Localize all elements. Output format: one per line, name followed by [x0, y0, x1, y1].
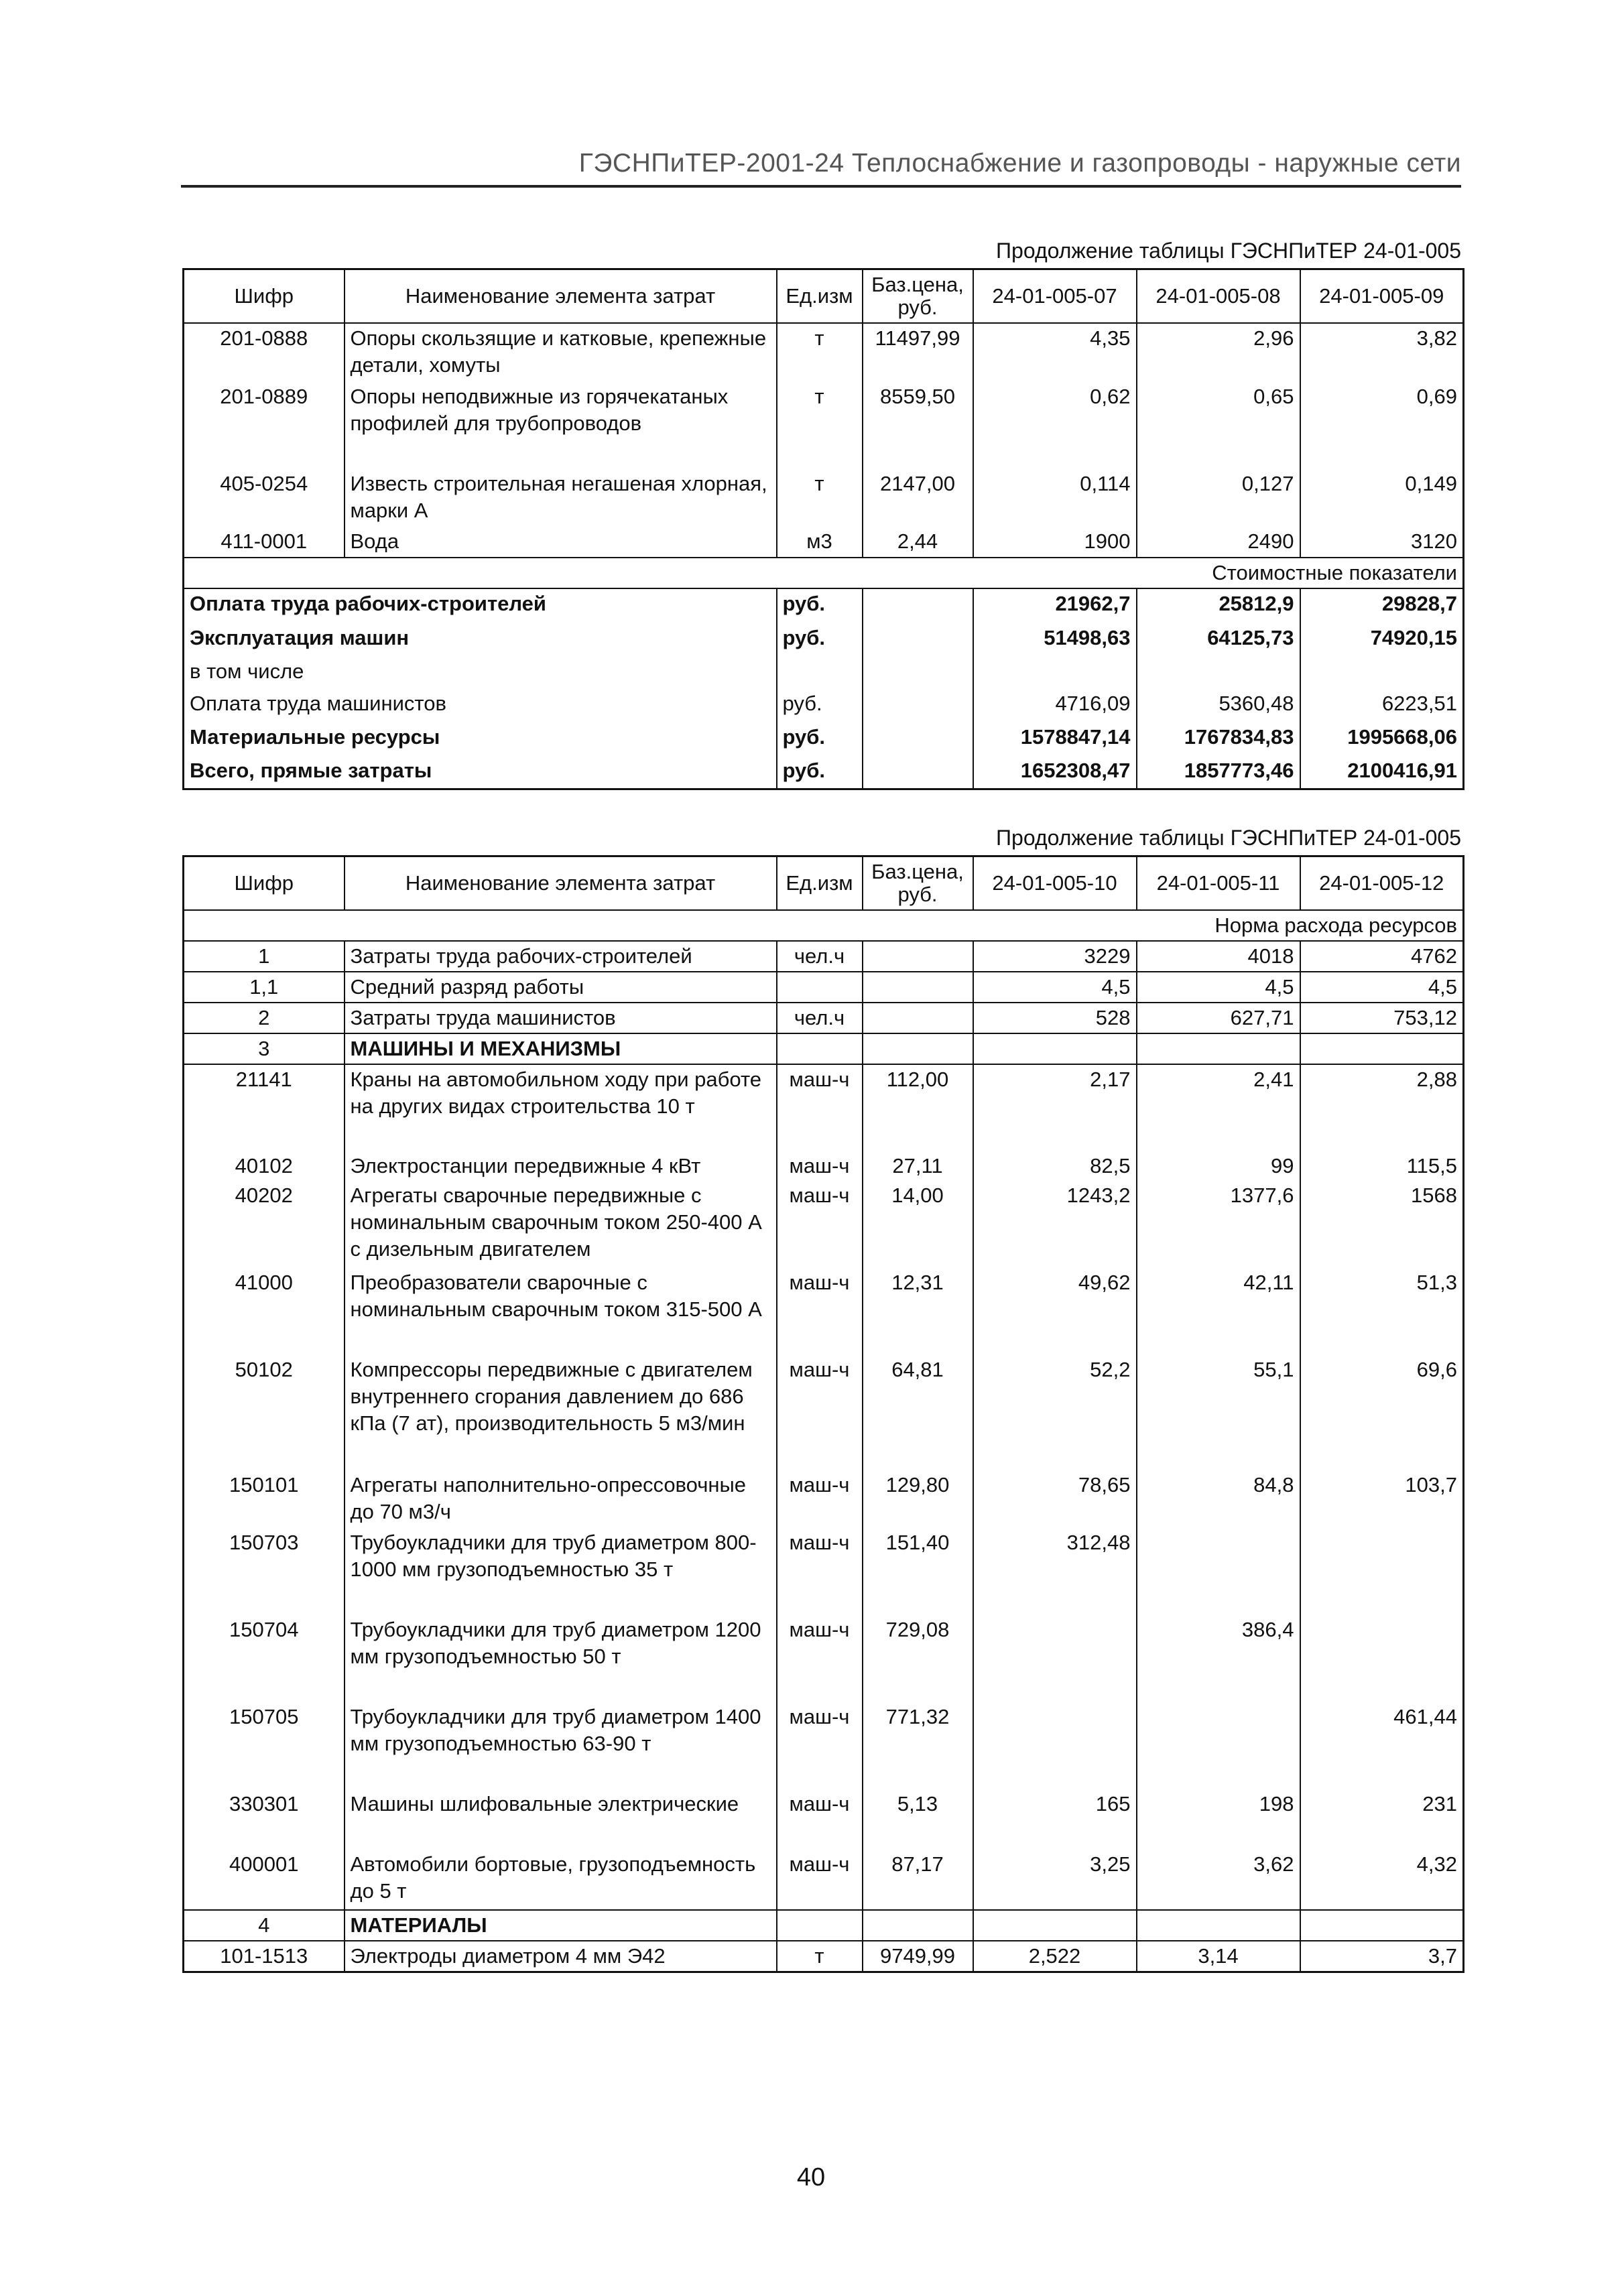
column-header: Ед.изм: [777, 856, 863, 910]
column-header: Ед.изм: [777, 269, 863, 323]
value-cell: 78,65: [973, 1470, 1137, 1528]
unit-cell: [777, 1033, 863, 1064]
code-cell: 4: [184, 1910, 345, 1941]
price-cell: 112,00: [863, 1064, 973, 1151]
column-header: Наименование элемента затрат: [345, 856, 777, 910]
name-cell: Машины шлифовальные электрические: [345, 1789, 777, 1850]
value-cell: 2,17: [973, 1064, 1137, 1151]
totals-row: [184, 588, 1464, 623]
price-cell: 9749,99: [863, 1941, 973, 1972]
totals-label: Всего, прямые затраты: [184, 756, 777, 789]
value-cell: 3,62: [1137, 1850, 1300, 1910]
column-header: 24-01-005-07: [973, 269, 1137, 323]
unit-cell: руб.: [777, 689, 863, 722]
page-number: 40: [796, 2163, 826, 2191]
table-row: [184, 941, 1464, 972]
price-cell: 87,17: [863, 1850, 973, 1910]
value-cell: 103,7: [1300, 1470, 1464, 1528]
name-cell: Вода: [345, 527, 777, 558]
name-cell: Агрегаты сварочные передвижные с номинальным сварочным током 250-400 А с дизельным двигателем: [345, 1181, 777, 1268]
value-cell: 1900: [973, 527, 1137, 558]
value-cell: 69,6: [1300, 1355, 1464, 1470]
price-cell: 771,32: [863, 1702, 973, 1789]
unit-cell: маш-ч: [777, 1702, 863, 1789]
value-cell: 4716,09: [973, 689, 1137, 722]
unit-cell: руб.: [777, 722, 863, 756]
value-cell: [1137, 657, 1300, 689]
price-cell: [863, 588, 973, 623]
table-row: [184, 527, 1464, 558]
value-cell: [1300, 1528, 1464, 1615]
name-cell: Опоры скользящие и катковые, крепежные детали, хомуты: [345, 323, 777, 382]
value-cell: 461,44: [1300, 1702, 1464, 1789]
column-header: Шифр: [184, 856, 345, 910]
column-header: 24-01-005-10: [973, 856, 1137, 910]
totals-label: Материальные ресурсы: [184, 722, 777, 756]
value-cell: 1377,6: [1137, 1181, 1300, 1268]
section-band: [184, 910, 1464, 941]
unit-cell: маш-ч: [777, 1268, 863, 1355]
table-row: [184, 972, 1464, 1003]
value-cell: 4,5: [1137, 972, 1300, 1003]
totals-label: Эксплуатация машин: [184, 623, 777, 657]
unit-cell: маш-ч: [777, 1151, 863, 1181]
unit-cell: маш-ч: [777, 1789, 863, 1850]
unit-cell: т: [777, 469, 863, 527]
column-header: Баз.цена, руб.: [863, 856, 973, 910]
value-cell: 231: [1300, 1789, 1464, 1850]
value-cell: 64125,73: [1137, 623, 1300, 657]
value-cell: 2,88: [1300, 1064, 1464, 1151]
totals-row: [184, 623, 1464, 657]
totals-row: [184, 722, 1464, 756]
value-cell: 55,1: [1137, 1355, 1300, 1470]
value-cell: [1137, 1702, 1300, 1789]
price-cell: [863, 1033, 973, 1064]
value-cell: 25812,9: [1137, 588, 1300, 623]
price-cell: 14,00: [863, 1181, 973, 1268]
unit-cell: руб.: [777, 756, 863, 789]
value-cell: 3229: [973, 941, 1137, 972]
value-cell: 3,14: [1137, 1941, 1300, 1972]
value-cell: 0,114: [973, 469, 1137, 527]
code-cell: 201-0889: [184, 382, 345, 469]
name-cell: Трубоукладчики для труб диаметром 800-1000 мм грузоподъемностью 35 т: [345, 1528, 777, 1615]
unit-cell: маш-ч: [777, 1615, 863, 1702]
code-cell: 150705: [184, 1702, 345, 1789]
value-cell: 21962,7: [973, 588, 1137, 623]
code-cell: 41000: [184, 1268, 345, 1355]
running-header: ГЭСНПиТЕР-2001-24 Теплоснабжение и газопроводы - наружные сети: [578, 149, 1461, 178]
unit-cell: маш-ч: [777, 1064, 863, 1151]
name-cell: Краны на автомобильном ходу при работе на других видах строительства 10 т: [345, 1064, 777, 1151]
code-cell: 21141: [184, 1064, 345, 1151]
value-cell: 3,25: [973, 1850, 1137, 1910]
value-cell: 5360,48: [1137, 689, 1300, 722]
unit-cell: руб.: [777, 623, 863, 657]
table-row: [184, 1151, 1464, 1181]
value-cell: 0,149: [1300, 469, 1464, 527]
value-cell: [973, 1033, 1137, 1064]
value-cell: 753,12: [1300, 1003, 1464, 1033]
unit-cell: руб.: [777, 588, 863, 623]
value-cell: [1300, 1615, 1464, 1702]
totals-row: [184, 689, 1464, 722]
table-row: [184, 1702, 1464, 1789]
price-cell: 8559,50: [863, 382, 973, 469]
value-cell: 29828,7: [1300, 588, 1464, 623]
value-cell: 49,62: [973, 1268, 1137, 1355]
table-row: [184, 382, 1464, 469]
name-cell: Средний разряд работы: [345, 972, 777, 1003]
value-cell: 51,3: [1300, 1268, 1464, 1355]
unit-cell: маш-ч: [777, 1850, 863, 1910]
code-cell: 3: [184, 1033, 345, 1064]
value-cell: 2100416,91: [1300, 756, 1464, 789]
code-cell: 1,1: [184, 972, 345, 1003]
table-header-row: [184, 269, 1464, 323]
price-cell: [863, 689, 973, 722]
value-cell: [973, 1615, 1137, 1702]
column-header: Баз.цена, руб.: [863, 269, 973, 323]
value-cell: 4,35: [973, 323, 1137, 382]
unit-cell: [777, 1910, 863, 1941]
value-cell: 2,41: [1137, 1064, 1300, 1151]
code-cell: 405-0254: [184, 469, 345, 527]
price-cell: [863, 657, 973, 689]
price-cell: [863, 1910, 973, 1941]
value-cell: 52,2: [973, 1355, 1137, 1470]
section-row: [184, 1910, 1464, 1941]
unit-cell: маш-ч: [777, 1181, 863, 1268]
table-row: [184, 1470, 1464, 1528]
code-cell: 101-1513: [184, 1941, 345, 1972]
table-header-row: [184, 856, 1464, 910]
totals-label: в том числе: [184, 657, 777, 689]
value-cell: 1857773,46: [1137, 756, 1300, 789]
value-cell: 4,5: [973, 972, 1137, 1003]
unit-cell: т: [777, 382, 863, 469]
totals-label: Оплата труда рабочих-строителей: [184, 588, 777, 623]
column-header: 24-01-005-11: [1137, 856, 1300, 910]
section-row: [184, 1033, 1464, 1064]
value-cell: [973, 1702, 1137, 1789]
table-row: [184, 1355, 1464, 1470]
value-cell: 0,62: [973, 382, 1137, 469]
value-cell: 4,5: [1300, 972, 1464, 1003]
name-cell: Электростанции передвижные 4 кВт: [345, 1151, 777, 1181]
table-row: [184, 323, 1464, 382]
table-row: [184, 1181, 1464, 1268]
code-cell: 411-0001: [184, 527, 345, 558]
totals-label: Оплата труда машинистов: [184, 689, 777, 722]
value-cell: 1767834,83: [1137, 722, 1300, 756]
code-cell: 1: [184, 941, 345, 972]
value-cell: [1300, 1910, 1464, 1941]
value-cell: 165: [973, 1789, 1137, 1850]
totals-row: [184, 756, 1464, 789]
value-cell: 0,65: [1137, 382, 1300, 469]
unit-cell: [777, 657, 863, 689]
value-cell: 1243,2: [973, 1181, 1137, 1268]
value-cell: [1137, 1528, 1300, 1615]
value-cell: 1568: [1300, 1181, 1464, 1268]
price-cell: 11497,99: [863, 323, 973, 382]
price-cell: [863, 972, 973, 1003]
price-cell: 729,08: [863, 1615, 973, 1702]
name-cell: Агрегаты наполнительно-опрессовочные до 70 м3/ч: [345, 1470, 777, 1528]
value-cell: 4018: [1137, 941, 1300, 972]
price-cell: 151,40: [863, 1528, 973, 1615]
value-cell: 312,48: [973, 1528, 1137, 1615]
table-row: [184, 469, 1464, 527]
value-cell: 0,127: [1137, 469, 1300, 527]
table-caption: Продолжение таблицы ГЭСНПиТЕР 24-01-005: [996, 826, 1461, 850]
unit-cell: м3: [777, 527, 863, 558]
price-cell: 2147,00: [863, 469, 973, 527]
price-cell: 64,81: [863, 1355, 973, 1470]
section-heading: МАТЕРИАЛЫ: [345, 1910, 777, 1941]
value-cell: [973, 657, 1137, 689]
value-cell: 1578847,14: [973, 722, 1137, 756]
value-cell: [1137, 1910, 1300, 1941]
code-cell: 40102: [184, 1151, 345, 1181]
code-cell: 40202: [184, 1181, 345, 1268]
name-cell: Автомобили бортовые, грузоподъемность до 5 т: [345, 1850, 777, 1910]
value-cell: 51498,63: [973, 623, 1137, 657]
unit-cell: маш-ч: [777, 1470, 863, 1528]
value-cell: 198: [1137, 1789, 1300, 1850]
name-cell: Затраты труда машинистов: [345, 1003, 777, 1033]
price-cell: 27,11: [863, 1151, 973, 1181]
value-cell: 115,5: [1300, 1151, 1464, 1181]
value-cell: 627,71: [1137, 1003, 1300, 1033]
name-cell: Трубоукладчики для труб диаметром 1200 мм грузоподъемностью 50 т: [345, 1615, 777, 1702]
unit-cell: маш-ч: [777, 1355, 863, 1470]
code-cell: 2: [184, 1003, 345, 1033]
table-row: [184, 1850, 1464, 1910]
table-row: [184, 1528, 1464, 1615]
code-cell: 150704: [184, 1615, 345, 1702]
header-rule: [181, 185, 1461, 188]
price-cell: 5,13: [863, 1789, 973, 1850]
column-header: 24-01-005-08: [1137, 269, 1300, 323]
value-cell: [1137, 1033, 1300, 1064]
unit-cell: маш-ч: [777, 1528, 863, 1615]
column-header: 24-01-005-12: [1300, 856, 1464, 910]
value-cell: 528: [973, 1003, 1137, 1033]
table-row: [184, 1615, 1464, 1702]
code-cell: 400001: [184, 1850, 345, 1910]
code-cell: 150703: [184, 1528, 345, 1615]
name-cell: Затраты труда рабочих-строителей: [345, 941, 777, 972]
price-cell: 2,44: [863, 527, 973, 558]
code-cell: 150101: [184, 1470, 345, 1528]
name-cell: Трубоукладчики для труб диаметром 1400 мм грузоподъемностью 63-90 т: [345, 1702, 777, 1789]
name-cell: Электроды диаметром 4 мм Э42: [345, 1941, 777, 1972]
value-cell: 3,82: [1300, 323, 1464, 382]
value-cell: 386,4: [1137, 1615, 1300, 1702]
price-cell: [863, 623, 973, 657]
cost-table-2: [182, 855, 1464, 1973]
value-cell: 2490: [1137, 527, 1300, 558]
column-header: 24-01-005-09: [1300, 269, 1464, 323]
price-cell: [863, 941, 973, 972]
value-cell: [1300, 657, 1464, 689]
value-cell: 1995668,06: [1300, 722, 1464, 756]
value-cell: 4,32: [1300, 1850, 1464, 1910]
cost-table-1: [182, 268, 1464, 790]
value-cell: 0,69: [1300, 382, 1464, 469]
name-cell: Преобразователи сварочные с номинальным сварочным током 315-500 А: [345, 1268, 777, 1355]
value-cell: 6223,51: [1300, 689, 1464, 722]
table-row: [184, 1268, 1464, 1355]
section-band-label: Стоимостные показатели: [184, 558, 1464, 588]
value-cell: [973, 1910, 1137, 1941]
price-cell: [863, 1003, 973, 1033]
value-cell: 42,11: [1137, 1268, 1300, 1355]
price-cell: 129,80: [863, 1470, 973, 1528]
value-cell: 4762: [1300, 941, 1464, 972]
code-cell: 50102: [184, 1355, 345, 1470]
price-cell: 12,31: [863, 1268, 973, 1355]
name-cell: Опоры неподвижные из горячекатаных профилей для трубопроводов: [345, 382, 777, 469]
column-header: Шифр: [184, 269, 345, 323]
value-cell: [1300, 1033, 1464, 1064]
unit-cell: т: [777, 323, 863, 382]
table-row: [184, 1064, 1464, 1151]
price-cell: [863, 756, 973, 789]
unit-cell: чел.ч: [777, 1003, 863, 1033]
value-cell: 3,7: [1300, 1941, 1464, 1972]
table-caption: Продолжение таблицы ГЭСНПиТЕР 24-01-005: [996, 239, 1461, 263]
name-cell: Компрессоры передвижные с двигателем внутреннего сгорания давлением до 686 кПа (7 ат), производительность 5 м3/мин: [345, 1355, 777, 1470]
value-cell: 82,5: [973, 1151, 1137, 1181]
unit-cell: т: [777, 1941, 863, 1972]
value-cell: 2,522: [973, 1941, 1137, 1972]
name-cell: Известь строительная негашеная хлорная, марки А: [345, 469, 777, 527]
value-cell: 3120: [1300, 527, 1464, 558]
unit-cell: чел.ч: [777, 941, 863, 972]
code-cell: 330301: [184, 1789, 345, 1850]
value-cell: 1652308,47: [973, 756, 1137, 789]
value-cell: 74920,15: [1300, 623, 1464, 657]
value-cell: 99: [1137, 1151, 1300, 1181]
section-band-label: Норма расхода ресурсов: [184, 910, 1464, 941]
unit-cell: [777, 972, 863, 1003]
code-cell: 201-0888: [184, 323, 345, 382]
table-row: [184, 1941, 1464, 1972]
price-cell: [863, 722, 973, 756]
section-heading: МАШИНЫ И МЕХАНИЗМЫ: [345, 1033, 777, 1064]
column-header: Наименование элемента затрат: [345, 269, 777, 323]
value-cell: 2,96: [1137, 323, 1300, 382]
table-row: [184, 1003, 1464, 1033]
totals-row: [184, 657, 1464, 689]
table-row: [184, 1789, 1464, 1850]
value-cell: 84,8: [1137, 1470, 1300, 1528]
section-band: [184, 558, 1464, 588]
